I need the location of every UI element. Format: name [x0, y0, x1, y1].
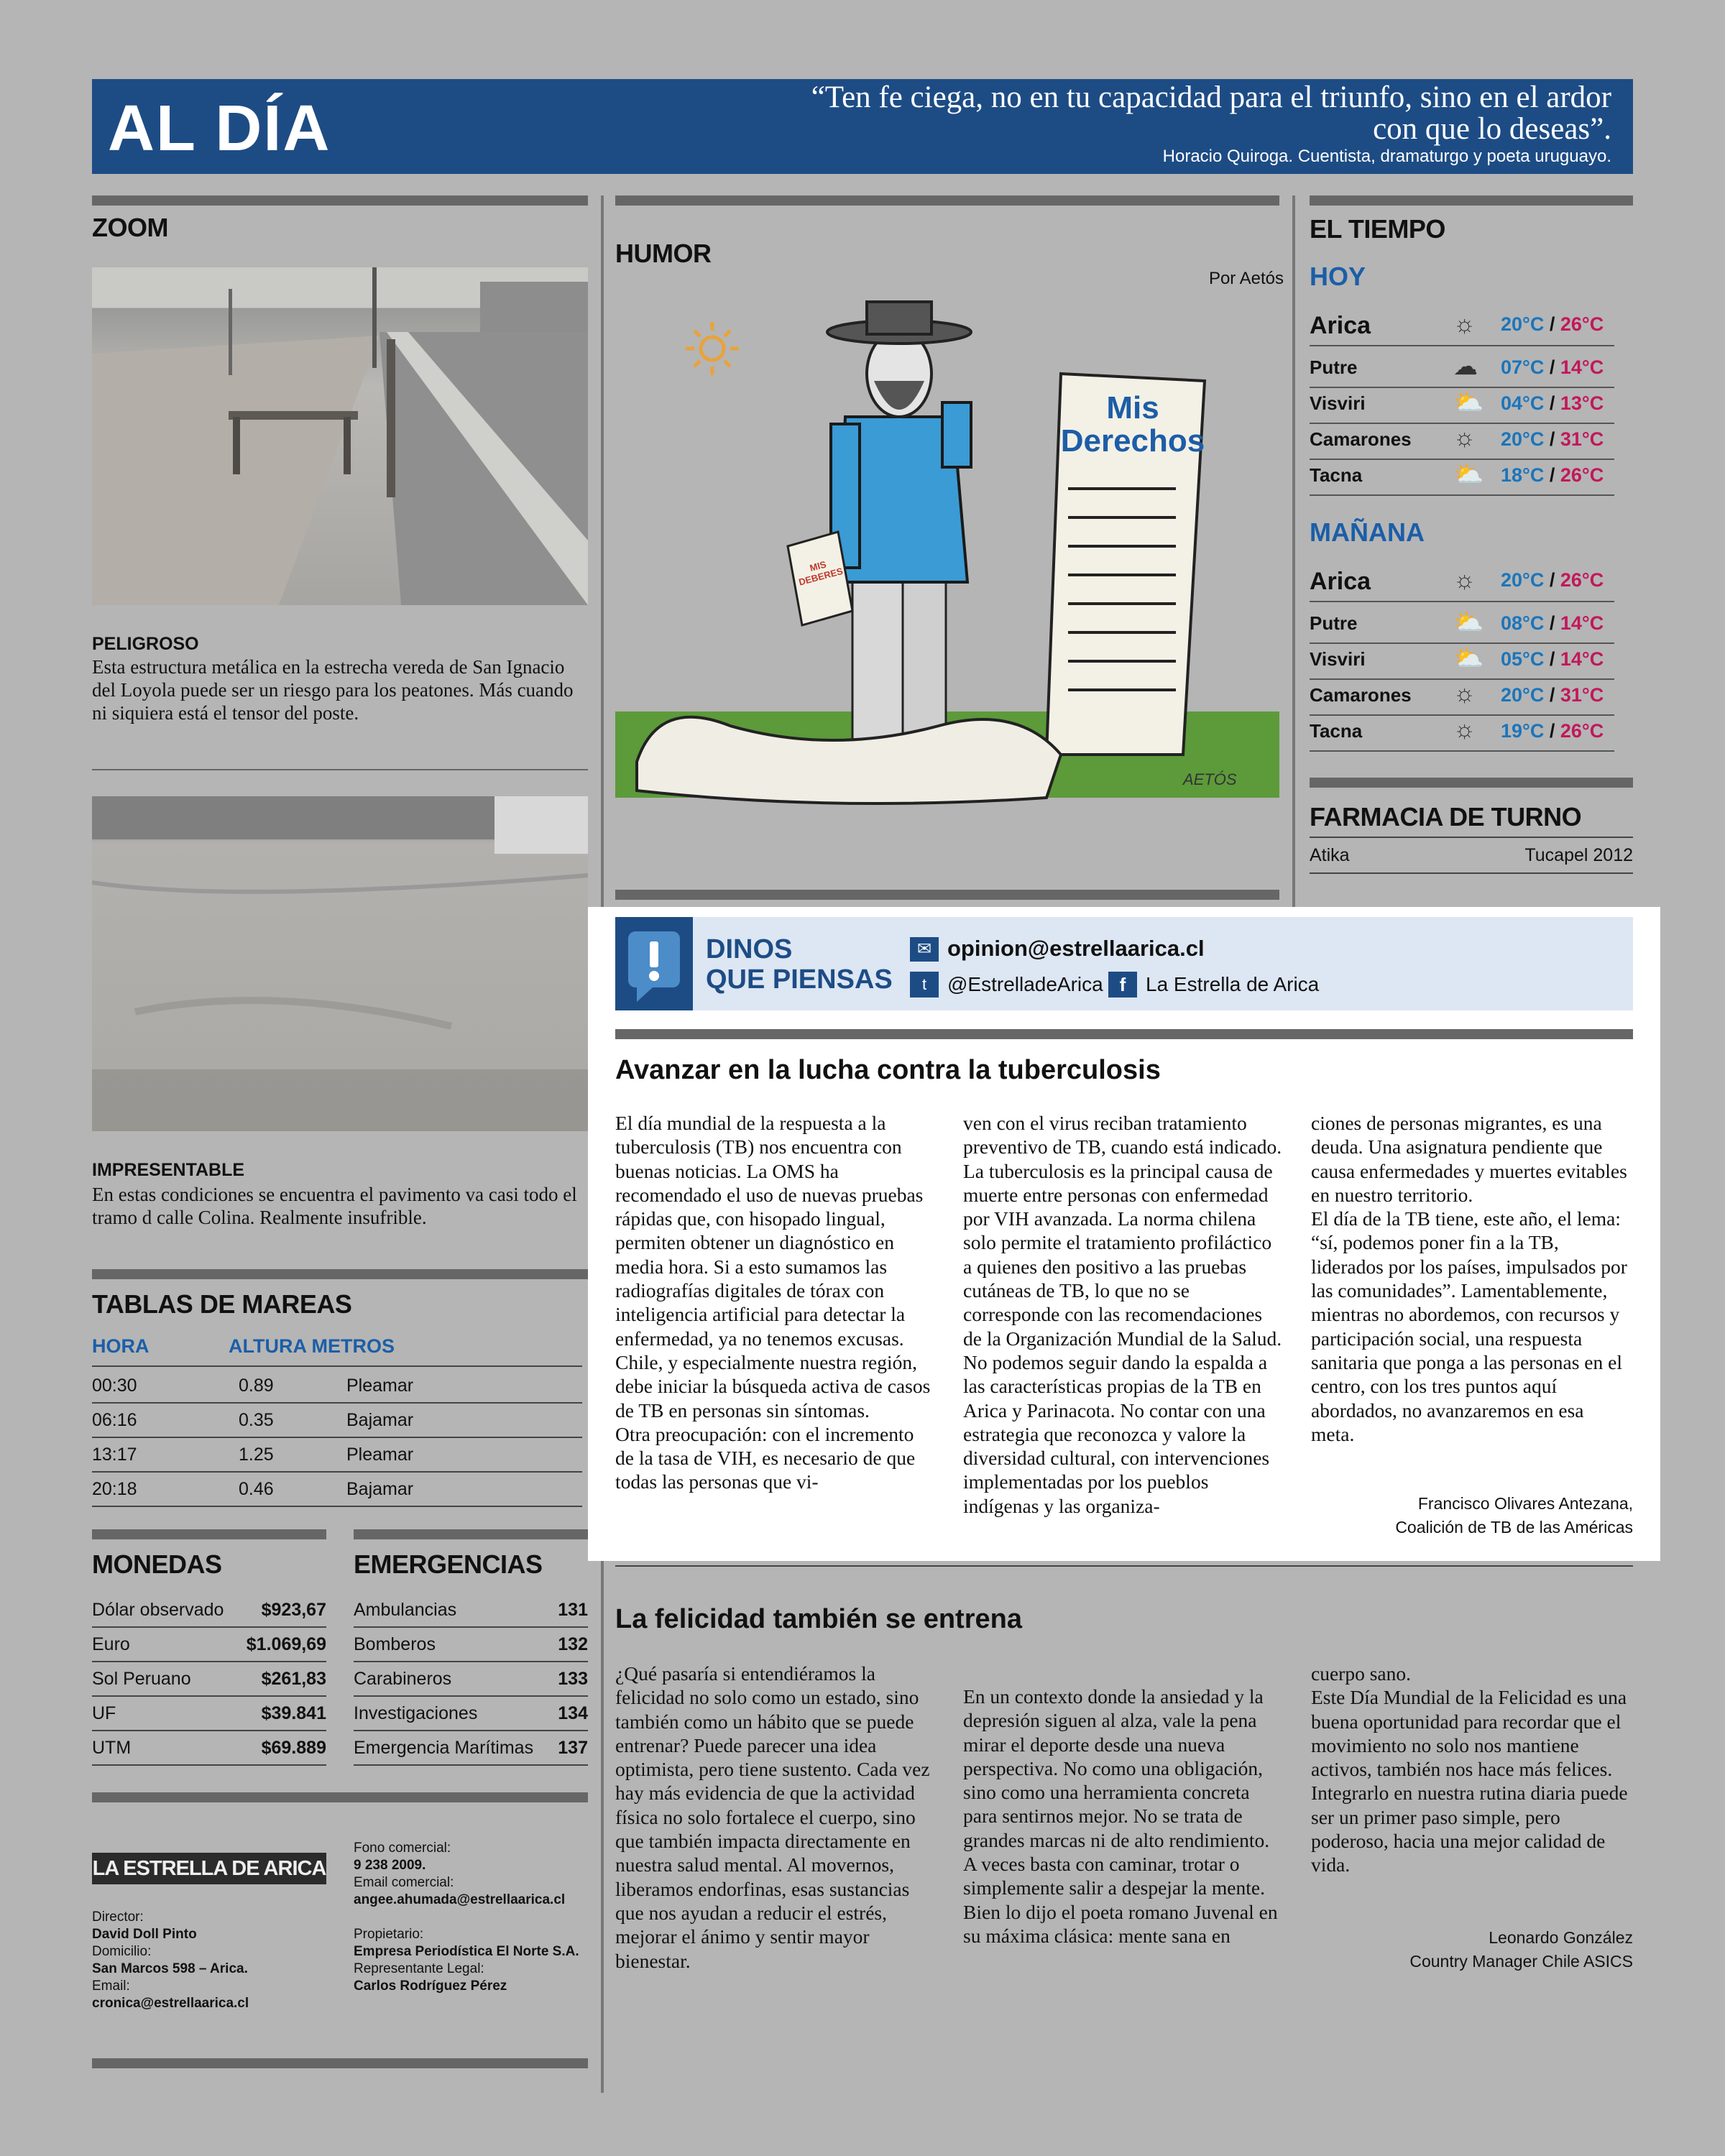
tide-row — [92, 1472, 582, 1507]
photo-damaged-pavement — [92, 796, 588, 1131]
weather-temps — [1501, 392, 1604, 415]
weather-city: Putre — [1310, 356, 1358, 378]
facebook-icon: f — [1108, 972, 1137, 998]
weather-city: Camarones — [1310, 428, 1412, 450]
temp-min: 20°C — [1501, 684, 1545, 706]
partly-sunny-icon: ☼ — [1453, 680, 1476, 707]
article2-signature — [1311, 1926, 1633, 1973]
partly-sunny-icon: ☼ — [1453, 716, 1476, 743]
emergency-row — [354, 1696, 588, 1731]
tide-height: 0.35 — [239, 1410, 274, 1430]
zoom-rule — [92, 195, 588, 206]
weather-temps — [1501, 648, 1604, 671]
temp-separator: / — [1549, 392, 1555, 414]
photo-street-structure — [92, 267, 588, 605]
currency-value: $69.889 — [261, 1738, 326, 1758]
emergency-label: Bomberos — [354, 1634, 436, 1654]
zoom-divider — [92, 769, 588, 770]
tide-row — [92, 1368, 582, 1404]
currency-label: UTM — [92, 1738, 132, 1758]
article2-text-2: En un contexto donde la ansiedad y la depresión siguen al alza, vale la pena mirar el deporte desde una nueva perspectiva. No como una obligación, sino como una herramienta concreta para sentirnos mejor. No se trata de grandes marcas ni de alto rendimiento. A veces basta con caminar, trotar o simplemente salir a despejar la mente. Bien lo dijo el poeta romano Juvenal en su máxima clásica: mente sana en — [963, 1685, 1278, 1947]
article1-column-2 — [963, 1111, 1284, 1518]
partly-cloudy-icon: ⛅ — [1453, 461, 1484, 488]
masthead-rule — [92, 1792, 588, 1802]
temp-max: 26°C — [1560, 720, 1604, 742]
currency-row — [92, 1696, 326, 1731]
tide-row — [92, 1403, 582, 1438]
cartoon-sign-text: Mis Derechos — [1060, 390, 1205, 459]
weather-row — [1310, 644, 1614, 680]
humor-cartoon — [615, 295, 1279, 848]
temp-separator: / — [1549, 313, 1555, 335]
weather-today-label: HOY — [1310, 262, 1366, 291]
masthead-info-right — [354, 1840, 579, 1995]
emergency-label: Emergencia Marítimas — [354, 1738, 534, 1758]
masthead-info-left — [92, 1909, 249, 2012]
phone-value: 9 238 2009. — [354, 1858, 426, 1873]
article2-title: La felicidad también se entrena — [615, 1604, 1022, 1634]
currency-value: $261,83 — [261, 1669, 326, 1689]
humor-rule — [615, 195, 1279, 206]
article2-author: Leonardo González — [1489, 1928, 1633, 1947]
temp-min: 07°C — [1501, 356, 1545, 378]
emergencies-rule — [354, 1529, 588, 1539]
tides-rule — [92, 1269, 588, 1279]
temp-max: 31°C — [1560, 684, 1604, 706]
temp-separator: / — [1549, 612, 1555, 634]
weather-row — [1310, 680, 1614, 716]
tide-time: 20:18 — [92, 1479, 137, 1499]
humor-title: HUMOR — [615, 239, 712, 268]
weather-row — [1310, 424, 1614, 460]
partly-cloudy-icon: ⛅ — [1453, 389, 1484, 416]
emergency-row — [354, 1627, 588, 1662]
currency-label: Euro — [92, 1634, 130, 1654]
tides-title: TABLAS DE MAREAS — [92, 1289, 352, 1319]
partly-cloudy-icon: ⛅ — [1453, 645, 1484, 672]
tide-height: 1.25 — [239, 1445, 274, 1465]
emergency-label: Carabineros — [354, 1669, 452, 1689]
temp-min: 19°C — [1501, 720, 1545, 742]
partly-sunny-icon: ☼ — [1453, 566, 1476, 594]
address-label: Domicilio: — [92, 1944, 152, 1959]
contact-twitter[interactable]: @EstrelladeArica — [947, 973, 1103, 995]
weather-temps — [1501, 569, 1604, 591]
weather-city: Putre — [1310, 612, 1358, 634]
weather-city: Visviri — [1310, 392, 1366, 414]
section-banner — [92, 79, 1633, 174]
weather-row — [1310, 716, 1614, 752]
currency-label: Sol Peruano — [92, 1669, 191, 1689]
partly-sunny-icon: ☼ — [1453, 424, 1476, 451]
email-label: Email: — [92, 1978, 130, 1994]
weather-temps — [1501, 313, 1604, 336]
partly-cloudy-icon: ⛅ — [1453, 609, 1484, 636]
banner-title: AL DÍA — [108, 93, 331, 165]
temp-separator: / — [1549, 569, 1555, 591]
article1-column-1 — [615, 1111, 936, 1494]
pharmacy-name: Atika — [1310, 845, 1350, 865]
weather-title: EL TIEMPO — [1310, 214, 1445, 244]
zoom-caption-heading-2: IMPRESENTABLE — [92, 1160, 245, 1180]
emergency-label: Investigaciones — [354, 1703, 478, 1723]
emergency-number: 134 — [558, 1703, 588, 1723]
article2-column-1 — [615, 1662, 936, 1973]
weather-temps — [1501, 356, 1604, 379]
emergency-number: 137 — [558, 1738, 588, 1758]
weather-city: Camarones — [1310, 684, 1412, 706]
tide-time: 06:16 — [92, 1410, 137, 1430]
zoom-photo-1 — [92, 267, 588, 605]
pharmacy-address: Tucapel 2012 — [1524, 845, 1633, 865]
owner-value: Empresa Periodística El Norte S.A. — [354, 1944, 579, 1959]
weather-row — [1310, 460, 1614, 496]
currency-label: Dólar observado — [92, 1600, 224, 1620]
currency-value: $923,67 — [261, 1600, 326, 1620]
contact-email[interactable]: opinion@estrellaarica.cl — [947, 936, 1205, 961]
weather-city: Arica — [1310, 568, 1371, 595]
tides-header-time: HORA — [92, 1335, 150, 1357]
weather-city: Tacna — [1310, 720, 1363, 742]
speech-bubble-icon — [615, 917, 693, 1010]
weather-city: Tacna — [1310, 464, 1363, 486]
temp-max: 26°C — [1560, 569, 1604, 591]
weather-temps — [1501, 612, 1604, 635]
temp-separator: / — [1549, 464, 1555, 486]
temp-max: 31°C — [1560, 428, 1604, 450]
temp-separator: / — [1549, 720, 1555, 742]
contact-facebook[interactable]: La Estrella de Arica — [1146, 973, 1320, 995]
tide-height: 0.89 — [239, 1376, 274, 1396]
temp-min: 20°C — [1501, 569, 1545, 591]
cartoon-artist-signature: AETÓS — [1183, 770, 1237, 788]
currencies-title: MONEDAS — [92, 1549, 222, 1579]
legal-rep-value: Carlos Rodríguez Pérez — [354, 1978, 507, 1994]
temp-max: 26°C — [1560, 464, 1604, 486]
temp-min: 05°C — [1501, 648, 1545, 670]
weather-temps — [1501, 720, 1604, 742]
zoom-caption-text-1: Esta estructura metálica en la estrecha vereda de San Ignacio del Loyola puede ser un riesgo para los peatones. Más cuando ni siquiera está el tensor del poste. — [92, 656, 574, 724]
currency-row — [92, 1627, 326, 1662]
emergency-row — [354, 1731, 588, 1766]
weather-temps — [1501, 464, 1604, 487]
twitter-icon: t — [910, 972, 939, 998]
temp-max: 14°C — [1560, 612, 1604, 634]
currency-value: $1.069,69 — [246, 1634, 326, 1654]
temp-separator: / — [1549, 684, 1555, 706]
article1-author: Francisco Olivares Antezana, — [1417, 1494, 1633, 1513]
emergency-row — [354, 1593, 588, 1628]
tide-row — [92, 1437, 582, 1473]
temp-max: 13°C — [1560, 392, 1604, 414]
temp-max: 26°C — [1560, 313, 1604, 335]
article1-column-3 — [1311, 1111, 1632, 1446]
article1-signature — [1311, 1492, 1633, 1539]
speech-bubble-icon-graphic — [615, 917, 693, 1010]
temp-min: 18°C — [1501, 464, 1545, 486]
partly-sunny-icon: ☼ — [1453, 310, 1476, 338]
article1-rule — [615, 1029, 1633, 1039]
article2-text-1: ¿Qué pasaría si entendiéramos la felicidad no solo como un estado, sino también como un hábito que se puede entrenar? Puede parecer una idea optimista, pero tiene sustento. Cada vez hay más evidencia de que la actividad física no solo fortalece el cuerpo, sino que también impacta directamente en nuestra salud mental. Al movernos, liberamos endorfinas, esas sustancias que nos ayudan a reducir el estrés, mejorar el ánimo y sentir mayor bienestar. — [615, 1662, 930, 1972]
newspaper-logo: LA ESTRELLA DE ARICA — [92, 1853, 326, 1884]
weather-row — [1310, 352, 1614, 388]
weather-row — [1310, 608, 1614, 644]
pharmacy-rule — [1310, 778, 1633, 788]
humor-credit: Por Aetós — [1208, 269, 1284, 288]
column-divider-right — [1292, 195, 1295, 914]
article2-column-3 — [1311, 1662, 1632, 1877]
currency-value: $39.841 — [261, 1703, 326, 1723]
tides-header-height: ALTURA METROS — [229, 1335, 395, 1357]
address-value: San Marcos 598 – Arica. — [92, 1961, 248, 1976]
emergency-number: 133 — [558, 1669, 588, 1689]
banner-author: Horacio Quiroga. Cuentista, dramaturgo y poeta uruguayo. — [1162, 147, 1611, 166]
temp-min: 20°C — [1501, 313, 1545, 335]
tide-type: Pleamar — [346, 1376, 414, 1396]
cartoon-paper-text: MIS DEBERES — [797, 558, 845, 588]
currency-row — [92, 1731, 326, 1766]
humor-bottom-rule — [615, 890, 1279, 900]
tide-type: Bajamar — [346, 1410, 414, 1430]
temp-min: 04°C — [1501, 392, 1545, 414]
zoom-caption-heading-1: PELIGROSO — [92, 634, 199, 654]
director-label: Director: — [92, 1909, 144, 1925]
tide-type: Pleamar — [346, 1445, 414, 1465]
bottom-rule — [92, 2058, 588, 2068]
temp-separator: / — [1549, 428, 1555, 450]
weather-row — [1310, 565, 1614, 602]
article1-org: Coalición de TB de las Américas — [1395, 1518, 1633, 1537]
weather-tomorrow-label: MAÑANA — [1310, 517, 1425, 547]
temp-separator: / — [1549, 356, 1555, 378]
emergency-number: 131 — [558, 1600, 588, 1620]
commercial-email-value: angee.ahumada@estrellaarica.cl — [354, 1892, 566, 1907]
pharmacy-divider — [1310, 837, 1633, 838]
currency-row — [92, 1662, 326, 1697]
cloud-icon: ☁ — [1453, 353, 1478, 380]
zoom-title: ZOOM — [92, 213, 168, 242]
director-name: David Doll Pinto — [92, 1927, 197, 1942]
currencies-rule — [92, 1529, 326, 1539]
contact-heading-line1: DINOS — [706, 934, 793, 964]
emergencies-title: EMERGENCIAS — [354, 1549, 543, 1579]
currency-row — [92, 1593, 326, 1628]
weather-rule — [1310, 195, 1633, 206]
email-value: cronica@estrellaarica.cl — [92, 1996, 249, 2011]
commercial-email-label: Email comercial: — [354, 1875, 454, 1890]
weather-city: Visviri — [1310, 648, 1366, 670]
temp-min: 20°C — [1501, 428, 1545, 450]
article2-column-2 — [963, 1685, 1284, 1948]
contact-heading — [706, 934, 893, 995]
pharmacy-title: FARMACIA DE TURNO — [1310, 802, 1582, 831]
weather-city: Arica — [1310, 312, 1371, 339]
cartoon-illustration — [615, 295, 1279, 848]
banner-quote: “Ten fe ciega, no en tu capacidad para el triunfo, sino en el ardor con que lo deseas”. — [811, 80, 1611, 146]
article2-rule — [615, 1565, 1633, 1567]
zoom-caption-text-2: En estas condiciones se encuentra el pavimento va casi todo el tramo d calle Colina. Realmente insufrible. — [92, 1184, 577, 1228]
tide-height: 0.46 — [239, 1479, 274, 1499]
tide-time: 13:17 — [92, 1445, 137, 1465]
emergency-row — [354, 1662, 588, 1697]
tide-time: 00:30 — [92, 1376, 137, 1396]
weather-row — [1310, 388, 1614, 424]
temp-max: 14°C — [1560, 356, 1604, 378]
article1-text-2: ven con el virus reciban tratamiento preventivo de TB, cuando está indicado. La tuberculosis es la principal causa de muerte entre personas con enfermedad por VIH avanzada. La norma chilena solo permite el tratamiento profiláctico a quienes den positivo a las pruebas cutáneas de TB, lo que no se corresponde con las recomendaciones de la Organización Mundial de la Salud. No podemos seguir dando la espalda a las características propias de la TB en Arica y Parinacota. No contar con una estrategia que reconozca y valore la diversidad cultural, con intervenciones implementadas por los pueblos indígenas y las organiza- — [963, 1112, 1282, 1517]
contact-strip — [615, 917, 1633, 1010]
article1-text-1: El día mundial de la respuesta a la tuberculosis (TB) nos encuentra con buenas noticias. La OMS ha recomendado el uso de nuevas pruebas rápidas que, con hisopado lingual, permiten obtener un diagnóstico en media hora. Si a esto sumamos las radiografías digitales de tórax con inteligencia artificial para detectar la enfermedad, ya no tenemos excusas. Chile, y especialmente nuestra región, debe iniciar la búsqueda activa de casos de TB en personas sin síntomas. Otra preocupación: con el incremento de la tasa de VIH, es necesario de que todas las personas que vi- — [615, 1112, 931, 1493]
temp-max: 14°C — [1560, 648, 1604, 670]
email-icon: ✉ — [910, 937, 939, 962]
article1-text-3: ciones de personas migrantes, es una deuda. Una asignatura pendiente que causa enfermedades y muertes evitables en nuestro territorio. El día de la TB tiene, este año, el lema: “sí, podemos poner fin a la TB, liderados por los países, impulsados por las comunidades”. Lamentablemente, mientras no abordemos, con recursos y participación social, una respuesta sanitaria que ponga a las personas en el centro, con los tres puntos aquí abordados, no avanzaremos en esa meta. — [1311, 1112, 1627, 1445]
owner-label: Propietario: — [354, 1927, 424, 1942]
zoom-photo-2 — [92, 796, 588, 1131]
tides-header-underline — [92, 1365, 582, 1367]
article1-title: Avanzar en la lucha contra la tuberculosis — [615, 1055, 1161, 1085]
phone-label: Fono comercial: — [354, 1841, 451, 1856]
weather-temps — [1501, 428, 1604, 451]
legal-rep-label: Representante Legal: — [354, 1961, 484, 1976]
weather-row — [1310, 309, 1614, 346]
article2-text-3: cuerpo sano. Este Día Mundial de la Felicidad es una buena oportunidad para recordar que el movimiento no solo nos mantiene activos, también nos hace más felices. Integrarlo en nuestra rutina diaria puede ser un primer paso simple, pero poderoso, hacia una mejor calidad de vida. — [1311, 1662, 1628, 1876]
tide-type: Bajamar — [346, 1479, 414, 1499]
temp-separator: / — [1549, 648, 1555, 670]
temp-min: 08°C — [1501, 612, 1545, 634]
contact-heading-line2: QUE PIENSAS — [706, 964, 893, 995]
emergency-label: Ambulancias — [354, 1600, 457, 1620]
weather-temps — [1501, 684, 1604, 706]
article2-org: Country Manager Chile ASICS — [1409, 1952, 1633, 1971]
currency-label: UF — [92, 1703, 116, 1723]
pharmacy-bottom-divider — [1310, 872, 1633, 874]
emergency-number: 132 — [558, 1634, 588, 1654]
